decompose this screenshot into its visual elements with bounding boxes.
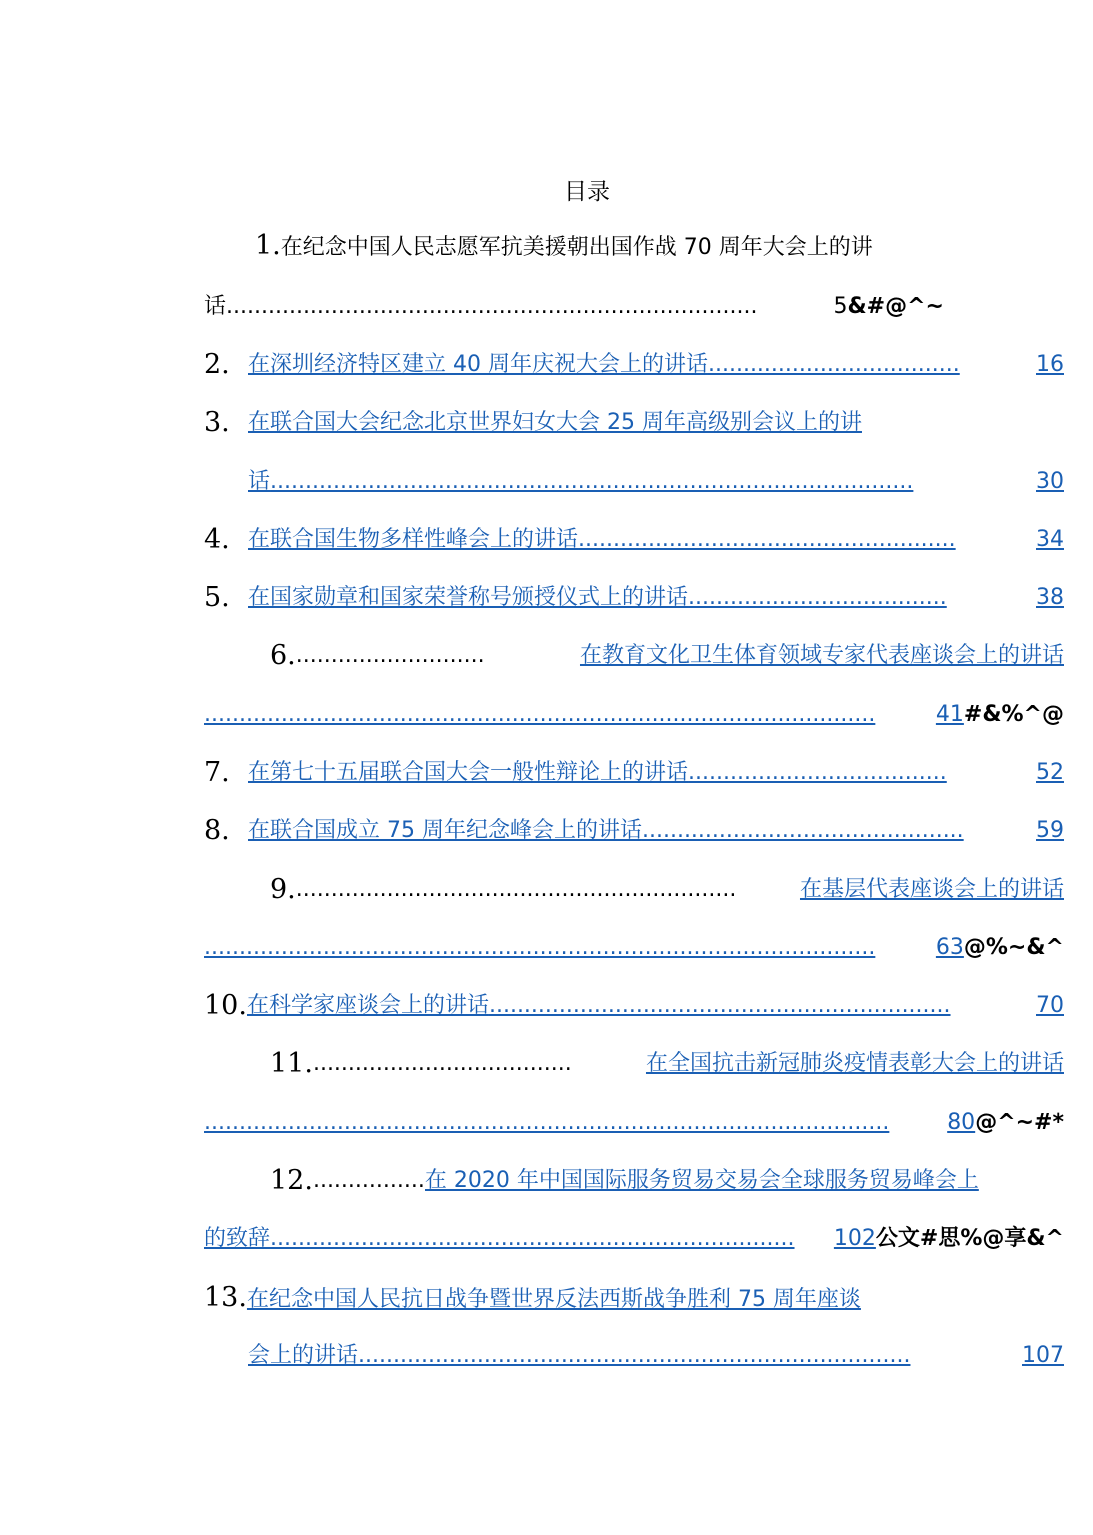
toc-entry-number: 1. — [255, 231, 281, 261]
toc-entry-link[interactable]: 在 2020 年中国国际服务贸易交易会全球服务贸易峰会上 — [424, 1168, 979, 1193]
toc-entry-link[interactable] — [248, 816, 1064, 846]
toc-leader-dots: ................ — [312, 1168, 425, 1193]
toc-page-number: 16 — [1036, 352, 1064, 377]
toc-entry-12-line1[interactable] — [270, 1166, 1064, 1196]
toc-entry-9-line2[interactable] — [204, 933, 1064, 963]
toc-entry-number: 7. — [204, 758, 230, 788]
toc-entry-title-cont[interactable]: 的致辞 — [204, 1226, 271, 1251]
toc-suffix: @^~#* — [975, 1110, 1064, 1135]
toc-entry-title: 在联合国生物多样性峰会上的讲话 — [248, 527, 579, 552]
toc-leader-dots: ........................... — [295, 643, 485, 668]
toc-entry-number: 4. — [204, 525, 230, 555]
toc-entry-title: 在科学家座谈会上的讲话 — [246, 993, 489, 1018]
toc-leader-dots: .................................................................................................. — [204, 1110, 890, 1135]
toc-entry-number: 8. — [204, 816, 230, 846]
toc-entry-title-cont: 会上的讲话 — [248, 1343, 359, 1368]
toc-page-number: 70 — [1036, 993, 1064, 1018]
toc-entry-number: 11. — [270, 1049, 313, 1079]
toc-leader-dots: .................................... — [707, 352, 960, 377]
toc-page-number: 34 — [1036, 527, 1064, 552]
toc-entry-title: 在纪念中国人民志愿军抗美援朝出国作战 70 周年大会上的讲 — [280, 235, 873, 260]
toc-suffix: &#@^~ — [847, 294, 944, 319]
toc-leader-dots: .............................................. — [641, 818, 964, 843]
toc-leader-dots: ................................................................................................ — [204, 702, 876, 727]
toc-entry-3-line2[interactable] — [248, 467, 1064, 497]
toc-title: 目录 — [564, 179, 610, 205]
toc-leader-dots: ........................................................................... — [270, 1226, 795, 1251]
toc-entry-link[interactable]: 在纪念中国人民抗日战争暨世界反法西斯战争胜利 75 周年座谈 — [246, 1287, 861, 1312]
toc-entry-6-line1[interactable] — [270, 641, 1064, 671]
toc-entry-number: 9. — [270, 875, 296, 905]
toc-page-number: 5 — [833, 294, 848, 319]
toc-leader-dots: ..................................... — [688, 585, 947, 610]
toc-page-number: 107 — [1022, 1343, 1064, 1368]
toc-entry-title: 在第七十五届联合国大会一般性辩论上的讲话 — [248, 760, 689, 785]
toc-entry-number: 5. — [204, 583, 230, 613]
toc-entry-1-line1 — [255, 231, 955, 263]
toc-entry-number: 2. — [204, 350, 230, 380]
toc-entry-6-line2[interactable] — [204, 700, 1064, 730]
toc-suffix: 公文#思%@享&^ — [875, 1226, 1064, 1251]
toc-page-number: 59 — [1036, 818, 1064, 843]
toc-entry-10[interactable] — [204, 991, 1064, 1021]
toc-entry-11-line1[interactable] — [270, 1049, 1064, 1079]
toc-page-number[interactable]: 80 — [947, 1110, 976, 1135]
toc-entry-link[interactable]: 在基层代表座谈会上的讲话 — [799, 877, 1064, 902]
toc-leader-dots: ...................................................... — [578, 527, 956, 552]
toc-entry-title: 在深圳经济特区建立 40 周年庆祝大会上的讲话 — [248, 352, 708, 377]
toc-entry-title: 在国家勋章和国家荣誉称号颁授仪式上的讲话 — [248, 585, 689, 610]
toc-entry-title: 在联合国成立 75 周年纪念峰会上的讲话 — [248, 818, 642, 843]
toc-entry-number: 10. — [204, 991, 247, 1021]
toc-entry-9-line1[interactable] — [270, 875, 1064, 905]
toc-entry-1-line2 — [204, 292, 944, 322]
toc-entry-13-line1[interactable] — [204, 1283, 964, 1315]
toc-page-number: 38 — [1036, 585, 1064, 610]
toc-leader-dots: ............................................................................ — [226, 294, 758, 319]
toc-page-number: 52 — [1036, 760, 1064, 785]
toc-entry-link[interactable] — [248, 583, 1064, 613]
toc-page-number: 30 — [1036, 469, 1064, 494]
toc-leader-dots: ............................................................... — [295, 877, 737, 902]
toc-entry-4[interactable] — [204, 525, 1064, 555]
toc-page-number[interactable]: 63 — [935, 935, 964, 960]
toc-entry-number: 6. — [270, 641, 296, 671]
toc-entry-2[interactable] — [204, 350, 1064, 380]
toc-entry-link[interactable] — [248, 525, 1064, 555]
toc-entry-11-line2[interactable] — [204, 1108, 1064, 1138]
toc-suffix: #&%^@ — [963, 702, 1064, 727]
toc-entry-link[interactable]: 在全国抗击新冠肺炎疫情表彰大会上的讲话 — [645, 1051, 1064, 1076]
toc-entry-link[interactable] — [248, 758, 1064, 788]
toc-entry-link[interactable]: 在联合国大会纪念北京世界妇女大会 25 周年高级别会议上的讲 — [248, 410, 862, 435]
toc-entry-number: 13. — [204, 1283, 247, 1313]
toc-entry-3-line1[interactable] — [204, 408, 1064, 438]
toc-leader-dots: ............................................................................... — [358, 1343, 911, 1368]
toc-suffix: @%~&^ — [963, 935, 1064, 960]
toc-entry-number: 12. — [270, 1166, 313, 1196]
toc-entry-link[interactable] — [248, 350, 1064, 380]
toc-entry-link[interactable] — [247, 991, 1064, 1021]
toc-leader-dots: ............................................................................................ — [270, 469, 914, 494]
toc-entry-12-line2[interactable] — [204, 1224, 1064, 1254]
toc-page-number[interactable]: 41 — [935, 702, 964, 727]
toc-leader-dots: ..................................... — [312, 1051, 572, 1076]
toc-entry-title-cont: 话 — [204, 294, 227, 319]
toc-entry-number: 3. — [204, 408, 230, 438]
toc-entry-5[interactable] — [204, 583, 1064, 613]
toc-entry-13-line2[interactable] — [248, 1341, 1064, 1371]
toc-entry-7[interactable] — [204, 758, 1064, 788]
toc-leader-dots: ..................................... — [688, 760, 947, 785]
toc-entry-link[interactable]: 在教育文化卫生体育领域专家代表座谈会上的讲话 — [579, 643, 1064, 668]
toc-entry-title-cont: 话 — [248, 469, 271, 494]
toc-leader-dots: .................................................................. — [488, 993, 951, 1018]
toc-page-number[interactable]: 102 — [833, 1226, 876, 1251]
toc-leader-dots: ................................................................................................ — [204, 935, 876, 960]
toc-entry-8[interactable] — [204, 816, 1064, 846]
